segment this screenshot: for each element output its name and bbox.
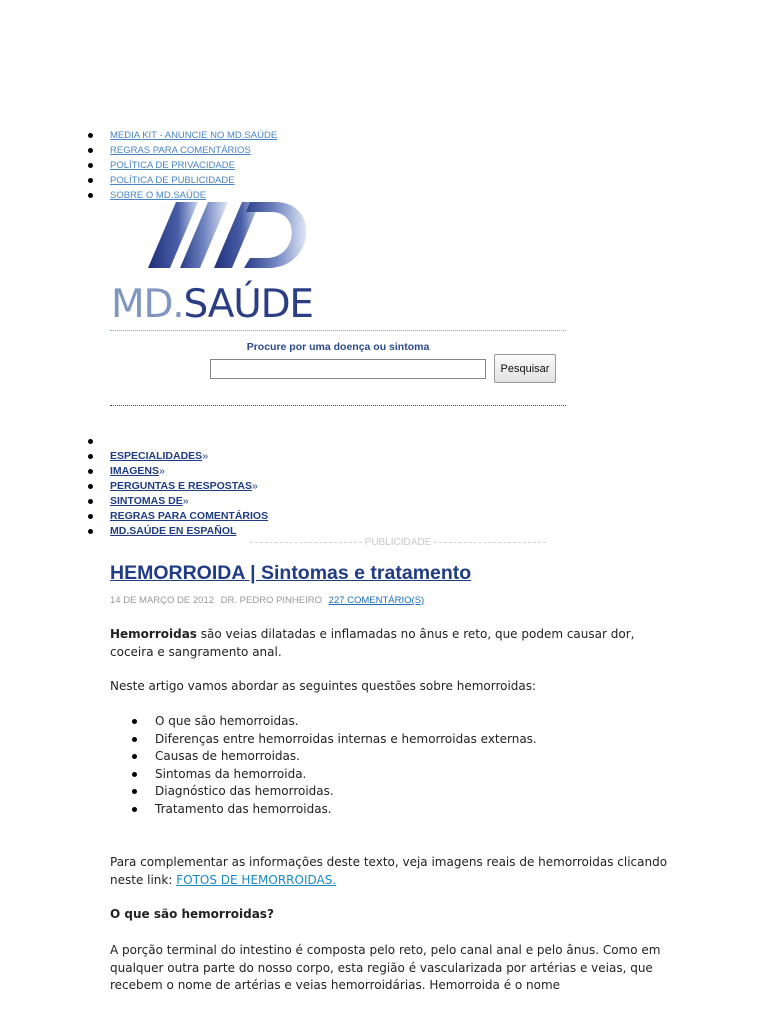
top-link-media-kit	[110, 128, 277, 143]
section-paragraph-text: A porção terminal do intestino é composta pelo reto, pelo canal anal e pelo ânus. Como em qualquer outra parte do nosso corpo, esta região é vascularizada por artérias e veias, que recebem o nome de artérias e veias hemorroidárias. Hemorroida é o nome	[110, 943, 661, 992]
list-item: Diferenças entre hemorroidas internas e hemorroidas externas.	[155, 731, 537, 749]
media-kit-link[interactable]: MEDIA KIT - ANUNCIE NO MD.SAÚDE	[110, 130, 278, 141]
toc-list	[155, 713, 537, 818]
nav-link-perguntas[interactable]: PERGUNTAS E RESPOSTAS	[110, 480, 252, 492]
logo-text-md: MD.	[111, 282, 184, 322]
list-item: O que são hemorroidas.	[155, 713, 537, 731]
divider-line	[434, 542, 546, 543]
toc-intro-text: Neste artigo vamos abordar as seguintes questões sobre hemorroidas:	[110, 679, 537, 693]
nav-chevron: »	[159, 465, 165, 477]
list-item: Tratamento das hemorroidas.	[155, 801, 537, 819]
comments-link[interactable]: 227 COMENTÁRIO(S)	[328, 595, 425, 606]
article-meta	[110, 595, 424, 606]
ad-divider	[250, 537, 546, 548]
search-button[interactable]: Pesquisar	[494, 354, 556, 383]
nav-item-especialidades	[110, 449, 268, 464]
article-date: 14 DE MARÇO DE 2012	[110, 595, 215, 606]
nav-item-regras	[110, 509, 268, 524]
nav-chevron: »	[182, 495, 189, 507]
top-links	[110, 128, 277, 203]
main-nav	[110, 434, 268, 539]
md-saude-logo[interactable]	[110, 200, 340, 322]
article-author: DR. PEDRO PINHEIRO	[220, 595, 323, 606]
nav-chevron: »	[251, 480, 258, 492]
comment-rules-link[interactable]: REGRAS PARA COMENTÁRIOS	[110, 145, 251, 156]
md-mark-icon	[148, 202, 306, 268]
list-item: Diagnóstico das hemorroidas.	[155, 783, 537, 801]
nav-item-espanol	[110, 524, 268, 539]
photos-link[interactable]: FOTOS DE HEMORROIDAS.	[176, 872, 337, 887]
logo-text	[111, 280, 313, 322]
intro-bold: Hemorroidas	[110, 627, 197, 641]
advertising-policy-link[interactable]: POLÍTICA DE PUBLICIDADE	[110, 175, 235, 186]
nav-chevron: »	[202, 450, 209, 462]
intro-paragraph	[110, 626, 670, 661]
nav-link-espanol[interactable]: MD.SAÚDE EN ESPAÑOL	[110, 525, 237, 537]
search-box	[110, 330, 566, 406]
nav-item-imagens	[110, 464, 268, 479]
nav-link-especialidades[interactable]: ESPECIALIDADES	[110, 450, 203, 462]
nav-item-perguntas	[110, 479, 268, 494]
top-link-rules	[110, 143, 277, 158]
top-link-privacy	[110, 158, 277, 173]
nav-link-sintomas[interactable]: SINTOMAS DE	[110, 495, 183, 507]
list-item: Sintomas da hemorroida.	[155, 766, 537, 784]
toc-intro	[110, 678, 670, 696]
logo-text-saude: SAÚDE	[183, 282, 313, 322]
divider-line	[250, 542, 362, 543]
photos-paragraph	[110, 854, 670, 889]
intro-text: são veias dilatadas e inflamadas no ânus e reto, que podem causar dor, coceira e sangramento anal.	[110, 627, 635, 659]
photos-text: Para complementar as informações deste texto, veja imagens reais de hemorroidas clicando neste link:	[110, 855, 668, 887]
article-title[interactable]: HEMORROIDA | Sintomas e tratamento	[110, 562, 472, 584]
about-link[interactable]: SOBRE O MD.SAÚDE	[110, 190, 207, 201]
nav-item-sintomas	[110, 494, 268, 509]
privacy-policy-link[interactable]: POLÍTICA DE PRIVACIDADE	[110, 160, 235, 171]
section-heading: O que são hemorroidas?	[110, 907, 274, 921]
nav-empty-item	[110, 434, 268, 449]
list-item: Causas de hemorroidas.	[155, 748, 537, 766]
top-link-advertising	[110, 173, 277, 188]
search-label: Procure por uma doença ou sintoma	[246, 341, 430, 353]
nav-link-imagens[interactable]: IMAGENS	[110, 465, 160, 477]
section-paragraph	[110, 942, 670, 995]
ad-label: PUBLICIDADE	[364, 537, 432, 548]
nav-link-regras[interactable]: REGRAS PARA COMENTÁRIOS	[110, 510, 269, 522]
search-input[interactable]	[210, 359, 486, 379]
